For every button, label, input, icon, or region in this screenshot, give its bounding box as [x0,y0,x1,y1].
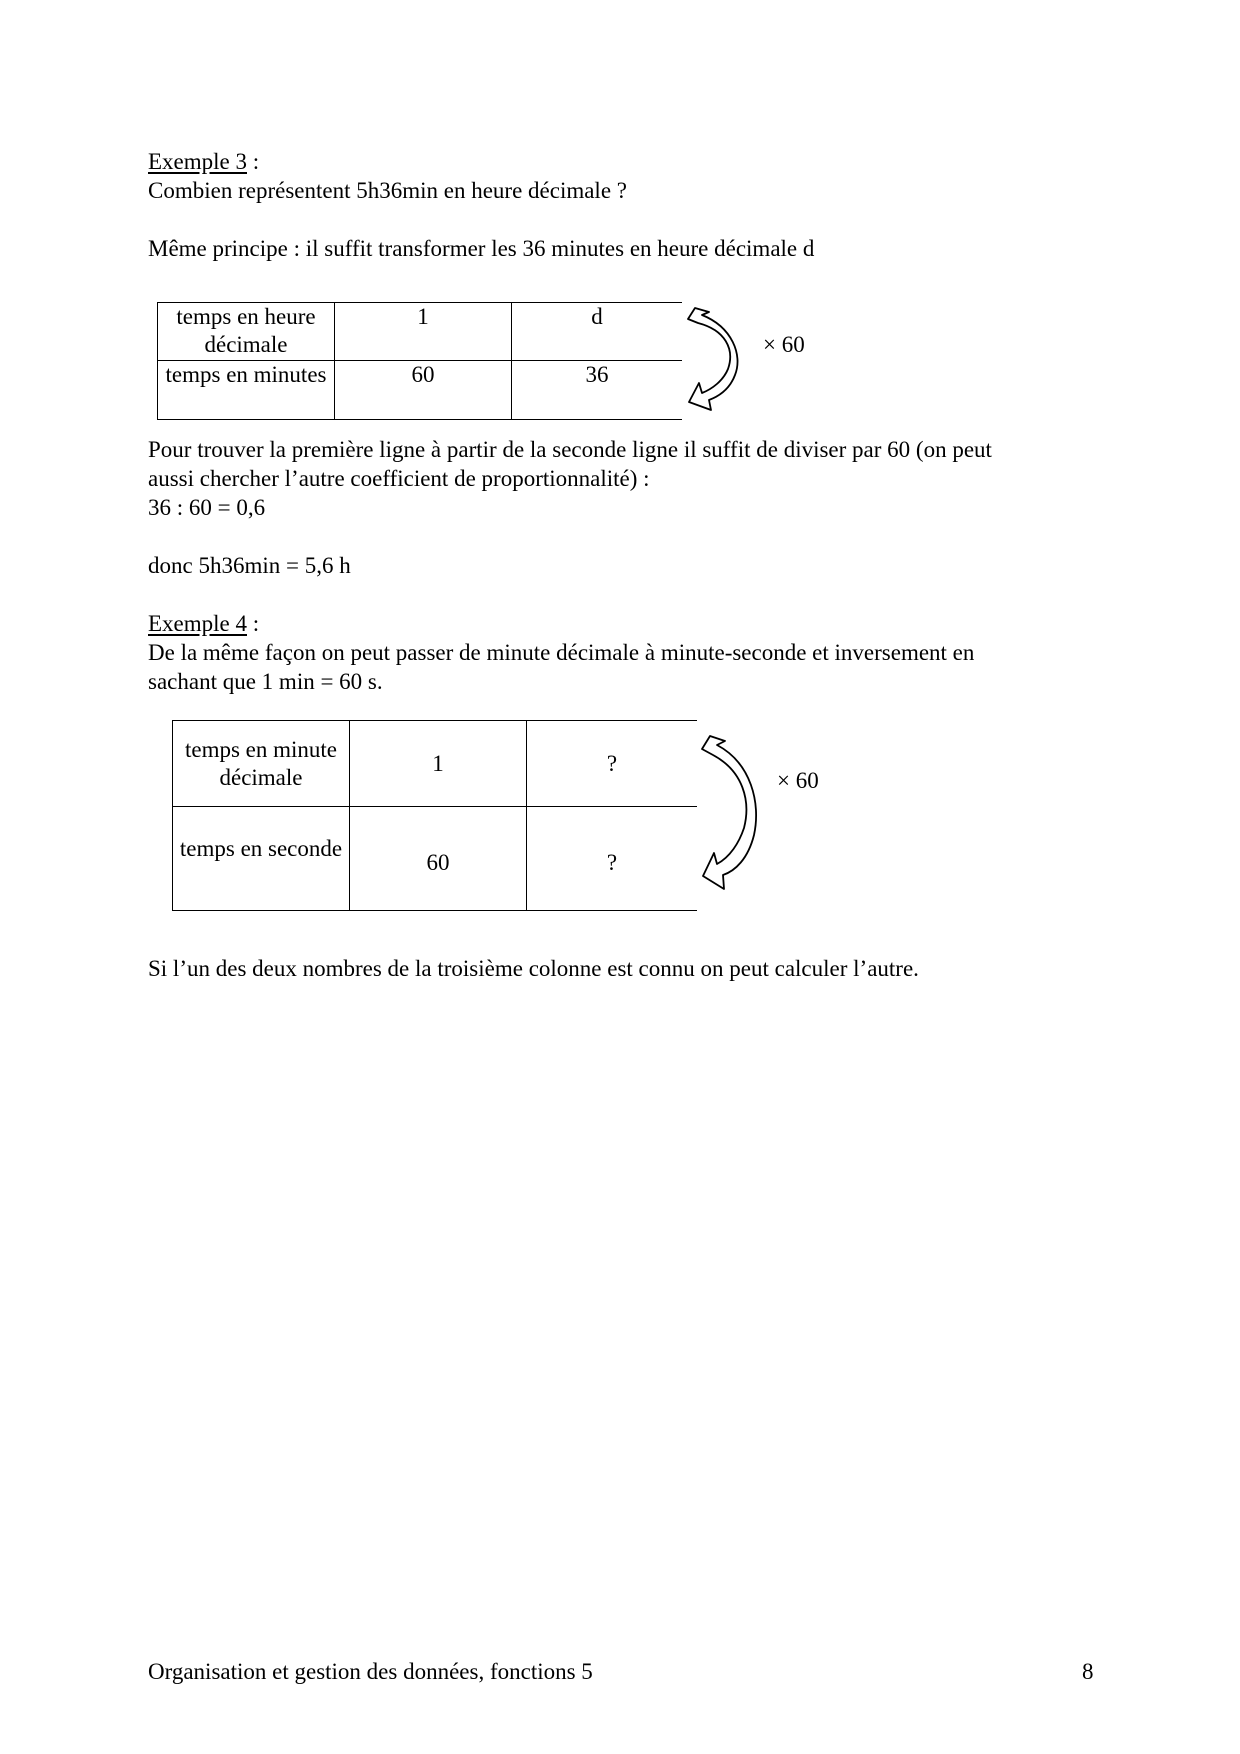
page-number: 8 [1082,1659,1094,1684]
footer-title: Organisation et gestion des données, fonctions 5 [148,1659,593,1684]
table-row [158,303,683,361]
example3-calculation: 36 : 60 = 0,6 [148,495,266,520]
example3-heading [148,148,259,176]
example4-heading [148,610,259,638]
table-cell: 60 [350,807,527,911]
example3-multiplier: × 60 [763,332,805,357]
row-label: temps en heure décimale [158,303,335,361]
example3-conclusion: donc 5h36min = 5,6 h [148,553,351,578]
example3-explanation-line2: aussi chercher l’autre coefficient de proportionnalité) : [148,466,650,491]
example3-explanation-line1: Pour trouver la première ligne à partir de la seconde ligne il suffit de diviser par 60 (on peut [148,437,992,462]
example4-title-suffix: : [247,611,260,636]
example4-table [172,720,697,911]
example4-multiplier: × 60 [777,768,819,793]
table-cell: 36 [512,361,683,420]
example4-text-line1: De la même façon on peut passer de minute décimale à minute-seconde et inversement en [148,640,975,665]
example3-title: Exemple 3 [148,149,247,174]
table-row [173,721,698,807]
table-cell: d [512,303,683,361]
table-cell: ? [527,721,698,807]
table-cell: ? [527,807,698,911]
table-cell: 1 [350,721,527,807]
row-label: temps en seconde [173,807,350,911]
table-cell: 1 [335,303,512,361]
curved-arrow-icon [699,733,771,895]
row-label: temps en minute décimale [173,721,350,807]
example4-text-line2: sachant que 1 min = 60 s. [148,669,383,694]
table-row [158,361,683,420]
table-row [173,807,698,911]
table-cell: 60 [335,361,512,420]
example4-title: Exemple 4 [148,611,247,636]
example3-table [157,302,682,420]
curved-arrow-icon [685,305,755,417]
row-label: temps en minutes [158,361,335,420]
example3-question: Combien représentent 5h36min en heure décimale ? [148,178,627,203]
example3-title-suffix: : [247,149,260,174]
example4-conclusion: Si l’un des deux nombres de la troisième colonne est connu on peut calculer l’autre. [148,956,919,981]
example3-principle: Même principe : il suffit transformer les 36 minutes en heure décimale d [148,236,815,261]
